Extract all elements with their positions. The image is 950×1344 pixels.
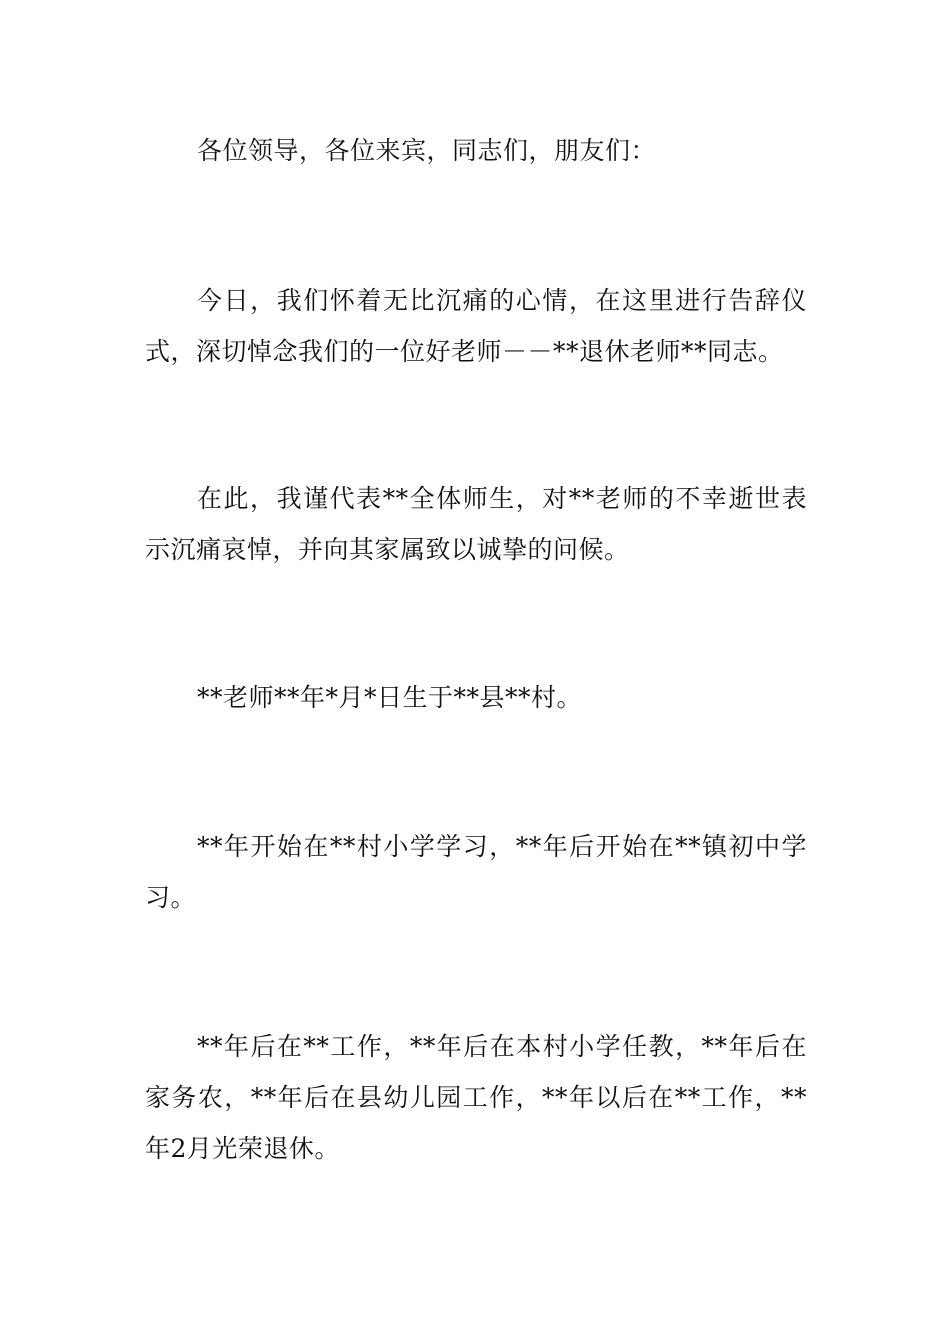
birth-paragraph: **老师**年*月*日生于**县**村。 [197, 683, 583, 712]
education-paragraph: **年开始在**村小学学习，**年后开始在**镇初中学习。 [145, 832, 807, 912]
career-paragraph: **年后在**工作，**年后在本村小学任教，**年后在家务农，**年后在县幼儿园工作，**年以后在**工作，**年2月光荣退休。 [145, 1032, 807, 1163]
opening-paragraph: 今日，我们怀着无比沉痛的心情，在这里进行告辞仪式，深切悼念我们的一位好老师－－**退休老师**同志。 [145, 286, 807, 366]
salutation-paragraph: 各位领导，各位来宾，同志们，朋友们： [197, 136, 657, 165]
condolence-paragraph: 在此，我谨代表**全体师生，对**老师的不幸逝世表示沉痛哀悼，并向其家属致以诚挚的问候。 [145, 484, 807, 564]
